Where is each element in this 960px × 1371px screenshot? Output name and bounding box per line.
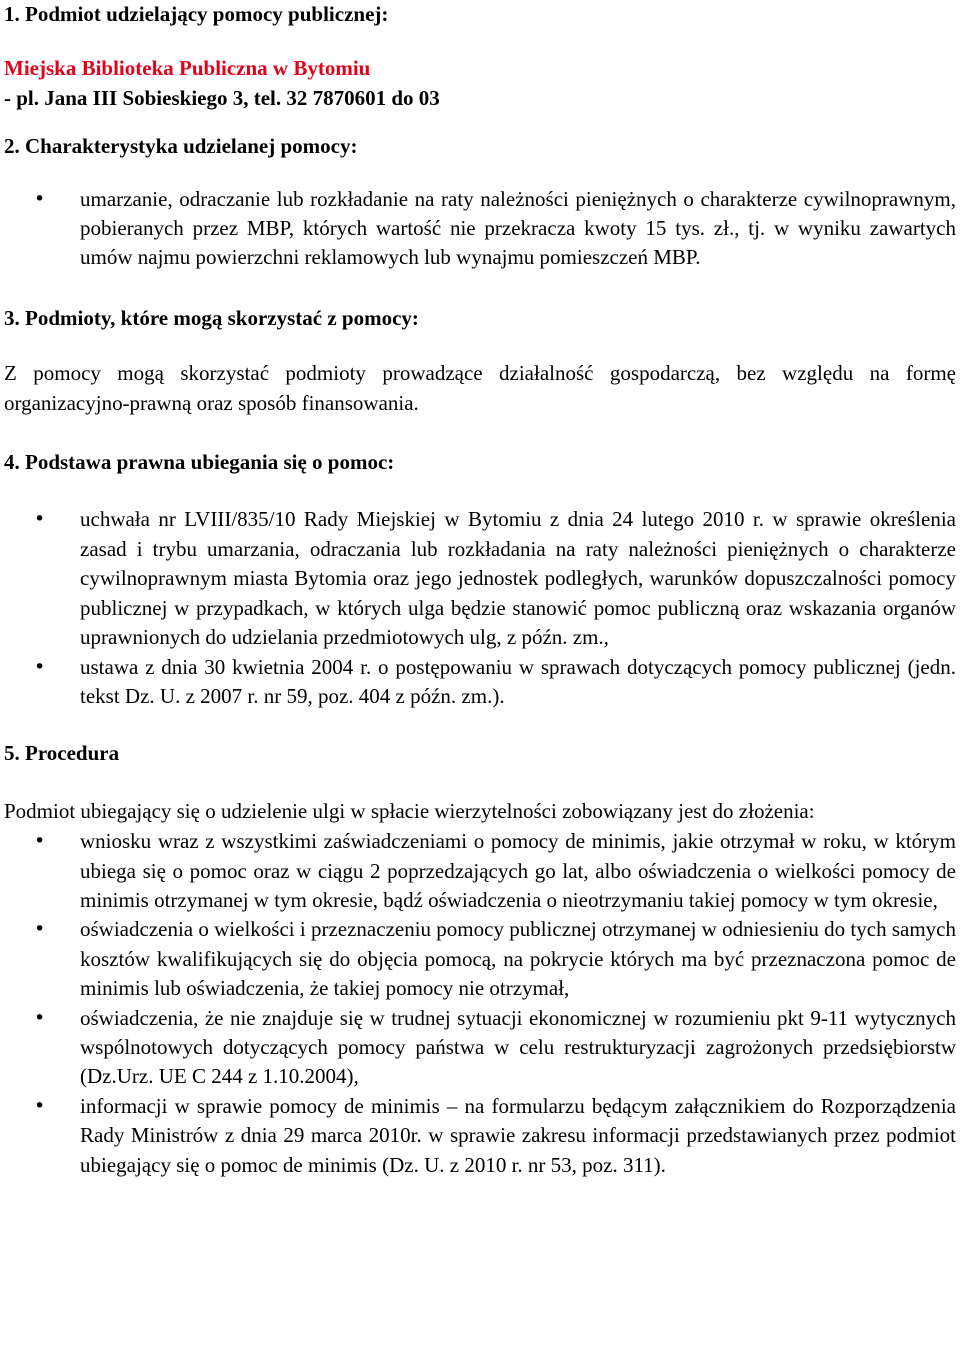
section-4-list — [4, 505, 956, 711]
list-item: • oświadczenia, że nie znajduje się w trudnej sytuacji ekonomicznej w rozumieniu pkt 9-11 wytycznych wspólnotowych dotyczących pomocy państwa w celu restrukturyzacji zagrożonych przedsiębiorstw (Dz.Urz. UE C 244 z 1.10.2004), — [4, 1004, 956, 1092]
organization-address: - pl. Jana III Sobieskiego 3, tel. 32 7870601 do 03 — [4, 85, 440, 110]
organization-name: Miejska Biblioteka Publiczna w Bytomiu — [4, 56, 371, 81]
section-5-heading: 5. Procedura — [4, 741, 120, 766]
section-1-heading: 1. Podmiot udzielający pomocy publicznej: — [4, 2, 389, 26]
list-item: • informacji w sprawie pomocy de minimis – na formularzu będącym załącznikiem do Rozporządzenia Rady Ministrów z dnia 29 marca 2010r. w sprawie zakresu informacji przedstawianych przez podmiot ubiegający się o pomoc de minimis (Dz. U. z 2010 r. nr 53, poz. 311). — [4, 1092, 956, 1180]
list-item: • umarzanie, odraczanie lub rozkładanie na raty należności pieniężnych o charakterze cywilnoprawnym, pobieranych przez MBP, których wartość nie przekracza kwoty 15 tys. zł., tj. w wyniku zawartych umów najmu powierzchni reklamowych lub wynajmu pomieszczeń MBP. — [4, 185, 956, 273]
section-5-paragraph: Podmiot ubiegający się o udzielenie ulgi w spłacie wierzytelności zobowiązany jest do złożenia: — [4, 798, 815, 823]
list-item: • uchwała nr LVIII/835/10 Rady Miejskiej w Bytomiu z dnia 24 lutego 2010 r. w sprawie określenia zasad i trybu umarzania, odraczania lub rozkładania na raty należności pieniężnych o charakterze cywilnoprawnym miasta Bytomia oraz jego jednostek podległych, warunków dopuszczalności pomocy publicznej w przypadkach, w których ulga będzie stanowić pomoc publiczną oraz wskazania organów uprawnionych do udzielania przedmiotowych ulg, z późn. zm., — [4, 505, 956, 652]
list-item: • oświadczenia o wielkości i przeznaczeniu pomocy publicznej otrzymanej w odniesieniu do tych samych kosztów kwalifikujących się do objęcia pomocą, na pokrycie których ma być przeznaczona pomoc de minimis lub oświadczenia, że takiej pomocy nie otrzymał, — [4, 915, 956, 1003]
list-item: • wniosku wraz z wszystkimi zaświadczeniami o pomocy de minimis, jakie otrzymał w roku, w którym ubiega się o pomoc oraz w ciągu 2 poprzedzających go lat, albo oświadczenia o wielkości pomocy de minimis otrzymanej w tym okresie, bądź oświadczenia o nieotrzymaniu takiej pomocy w tym okresie, — [4, 827, 956, 915]
section-3-paragraph: Z pomocy mogą skorzystać podmioty prowadzące działalność gospodarczą, bez względu na formę organizacyjno-prawną oraz sposób finansowania. — [4, 361, 956, 415]
section-2-heading: 2. Charakterystyka udzielanej pomocy: — [4, 134, 358, 159]
section-3-heading: 3. Podmioty, które mogą skorzystać z pomocy: — [4, 305, 419, 330]
section-4-heading: 4. Podstawa prawna ubiegania się o pomoc: — [4, 450, 395, 475]
list-item: • ustawa z dnia 30 kwietnia 2004 r. o postępowaniu w sprawach dotyczących pomocy publicznej (jedn. tekst Dz. U. z 2007 r. nr 59, poz. 404 z późn. zm.). — [4, 653, 956, 712]
section-2-list — [4, 185, 956, 273]
section-5-list — [4, 827, 956, 1180]
